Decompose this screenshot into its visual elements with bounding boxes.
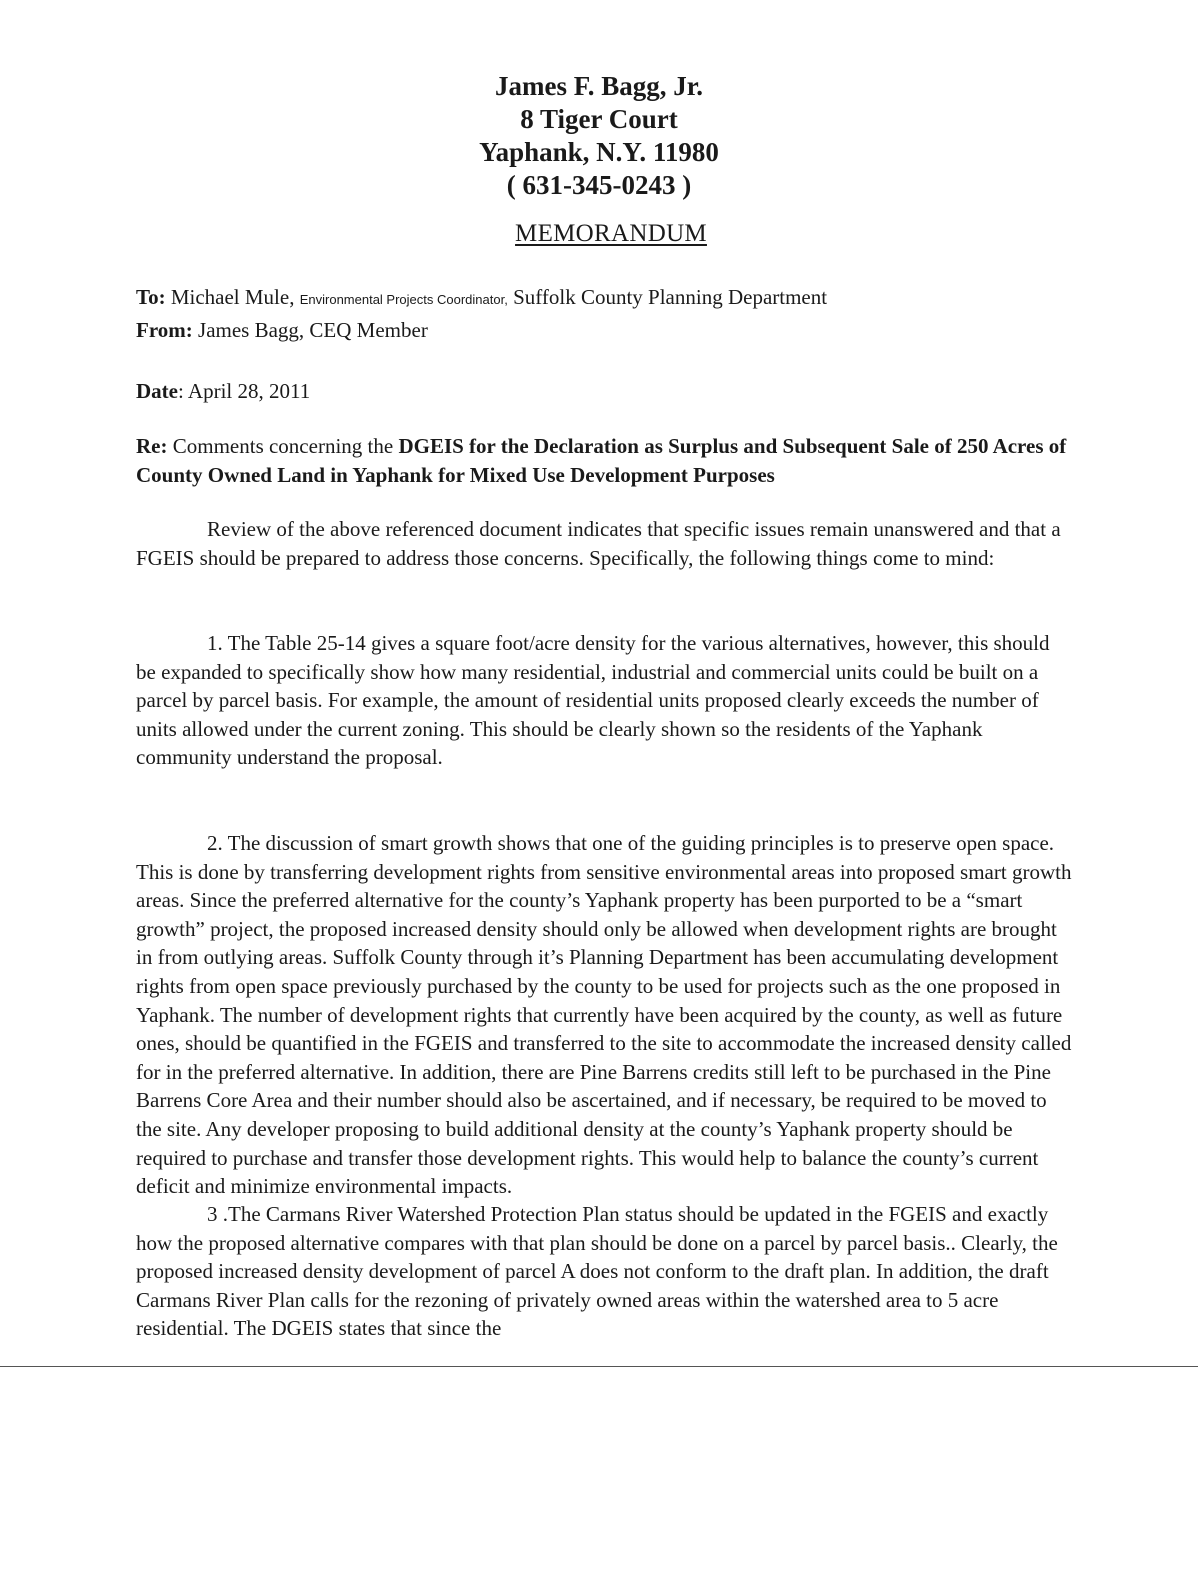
re-plain-text: Comments concerning the — [172, 434, 394, 458]
to-label: To: — [136, 285, 166, 309]
to-line — [136, 285, 827, 310]
paragraph-item-3 — [136, 1200, 1074, 1343]
sender-street: 8 Tiger Court — [520, 104, 678, 134]
re-line — [136, 432, 1076, 490]
paragraph-text: 3 .The Carmans River Watershed Protection Plan status should be updated in the FGEIS and exactly how the proposed alternative compares with that plan should be done on a parcel by parcel basis.. Clearly, the proposed increased density development of parcel A does not conform to the draft plan. In addition, the draft Carmans River Plan calls for the rezoning of privately owned areas within the watershed area to 5 acre residential. The DGEIS states that since the — [136, 1202, 1058, 1341]
paragraph-text: Review of the above referenced document indicates that specific issues remain unanswered and that a FGEIS should be prepared to address those concerns. Specifically, the following things come to mind: — [136, 517, 1061, 570]
page-bottom-rule — [0, 1366, 1198, 1367]
from-label: From: — [136, 318, 193, 342]
memo-title: MEMORANDUM — [515, 220, 707, 247]
re-label: Re: — [136, 434, 168, 458]
paragraph-text: 1. The Table 25-14 gives a square foot/acre density for the various alternatives, however, this should be expanded to specifically show how many residential, industrial and commercial units could be built on a parcel by parcel basis. For example, the amount of residential units proposed clearly exceeds the number of units allowed under the current zoning. This should be clearly shown so the residents of the Yaphank community understand the proposal. — [136, 631, 1050, 770]
paragraph-text: 2. The discussion of smart growth shows that one of the guiding principles is to preserve open space. This is done by transferring development rights from sensitive environmental areas into proposed smart growth areas. Since the preferred alternative for the county’s Yaphank property has been purported to be a “smart growth” project, the proposed increased density should only be allowed when development rights are brought in from outlying areas. Suffolk County through it’s Planning Department has been accumulating development rights from open space previously purchased by the county to be used for projects such as the one proposed in Yaphank. The number of development rights that currently have been acquired by the county, as well as future ones, should be quantified in the FGEIS and transferred to the site to accommodate the increased density called for in the preferred alternative. In addition, there are Pine Barrens credits still left to be purchased in the Pine Barrens Core Area and their number should also be ascertained, and if necessary, be required to be moved to the site. Any developer proposing to build additional density at the county’s Yaphank property should be required to purchase and transfer those development rights. This would help to balance the county’s current deficit and minimize environmental impacts. — [136, 831, 1072, 1199]
re-subject: DGEIS for the Declaration as Surplus and Subsequent Sale of 250 Acres of County Owned Land in Yaphank for Mixed Use Development Purposes — [136, 434, 1067, 487]
from-line — [136, 318, 428, 343]
paragraph-item-2 — [136, 829, 1074, 1201]
paragraph-item-1 — [136, 629, 1074, 772]
sender-phone: ( 631-345-0243 ) — [506, 170, 692, 200]
sender-name: James F. Bagg, Jr. — [494, 71, 703, 101]
to-name: Michael Mule, — [170, 285, 295, 309]
paragraph-intro — [136, 515, 1074, 572]
sender-city: Yaphank, N.Y. 11980 — [479, 137, 719, 167]
letterhead — [0, 70, 1198, 202]
date-value: : April 28, 2011 — [177, 379, 311, 403]
to-title: Environmental Projects Coordinator, — [299, 292, 508, 307]
from-value: James Bagg, CEQ Member — [198, 318, 428, 342]
date-label: Date — [136, 379, 178, 403]
to-department: Suffolk County Planning Department — [513, 285, 828, 309]
date-line — [136, 379, 310, 404]
